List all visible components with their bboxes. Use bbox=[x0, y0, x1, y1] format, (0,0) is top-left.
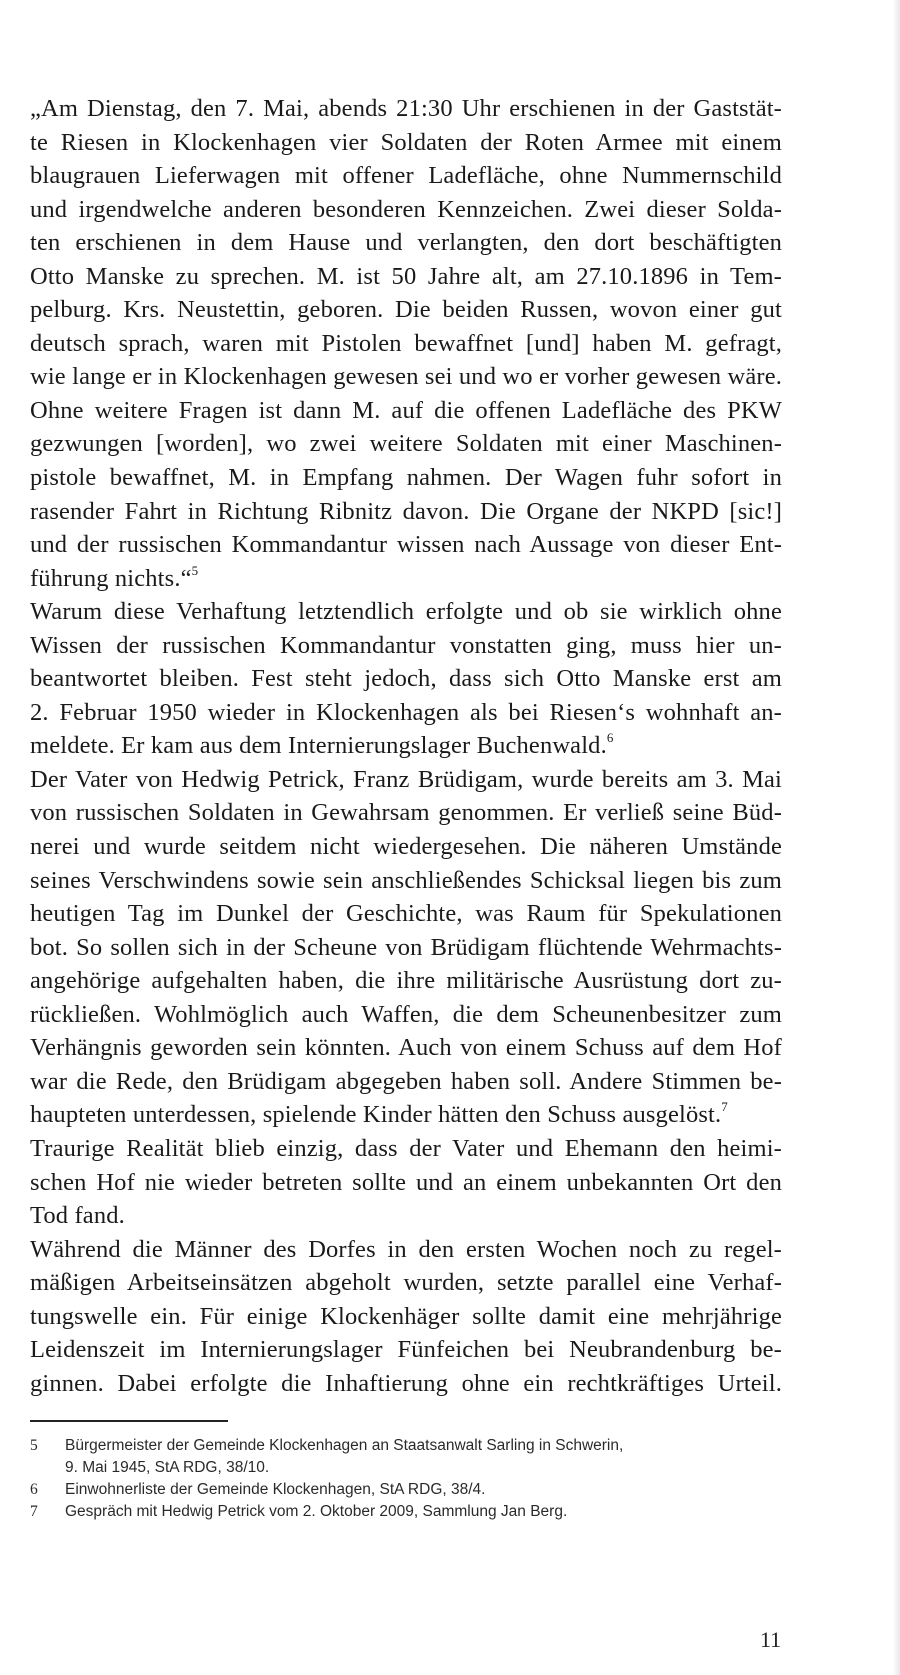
footnotes bbox=[30, 1435, 790, 1523]
text-line: deutsch sprach, waren mit Pistolen bewaffnet [und] haben M. gefragt, bbox=[30, 329, 782, 357]
body-text bbox=[30, 92, 782, 1400]
text-line: Ohne weitere Fragen ist dann M. auf die offenen Ladefläche des PKW bbox=[30, 396, 782, 424]
footnote-ref-5[interactable]: 5 bbox=[191, 562, 199, 578]
text-line: rasender Fahrt in Richtung Ribnitz davon. Die Organe der NKPD [sic!] bbox=[30, 497, 782, 525]
text-line: gezwungen [worden], wo zwei weitere Soldaten mit einer Maschinen- bbox=[30, 430, 782, 458]
text-line: wie lange er in Klockenhagen gewesen sei und wo er vorher gewesen wäre. bbox=[30, 363, 782, 391]
page-number: 11 bbox=[760, 1627, 782, 1652]
text-line: ten erschienen in dem Hause und verlangten, den dort beschäftigten bbox=[30, 229, 782, 257]
footnote-7 bbox=[30, 1501, 790, 1523]
text-line: Der Vater von Hedwig Petrick, Franz Brüdigam, wurde bereits am 3. Mai bbox=[30, 765, 782, 793]
text-line: rückließen. Wohlmöglich auch Waffen, die dem Scheunenbesitzer zum bbox=[30, 1000, 782, 1028]
footnote-number: 7 bbox=[30, 1503, 38, 1520]
footnote-ref-6[interactable]: 6 bbox=[606, 730, 614, 746]
text-line: bot. So sollen sich in der Scheune von Brüdigam flüchtende Wehrmachts- bbox=[30, 933, 782, 961]
text-line: von russischen Soldaten in Gewahrsam genommen. Er verließ seine Büd- bbox=[30, 799, 782, 827]
text-line: ginnen. Dabei erfolgte die Inhaftierung ohne ein rechtkräftiges Urteil. bbox=[30, 1369, 782, 1397]
text-line: blaugrauen Lieferwagen mit offener Ladefläche, ohne Nummernschild bbox=[30, 162, 782, 190]
footnote-ref-7[interactable]: 7 bbox=[721, 1099, 728, 1115]
text-line: heutigen Tag im Dunkel der Geschichte, was Raum für Spekulationen bbox=[30, 900, 782, 928]
footnote-5 bbox=[30, 1435, 790, 1479]
text-line: und irgendwelche anderen besonderen Kennzeichen. Zwei dieser Solda- bbox=[30, 195, 782, 223]
text-line: beantwortet bleiben. Fest steht jedoch, dass sich Otto Manske erst am bbox=[30, 665, 782, 693]
page-edge bbox=[894, 0, 900, 1675]
text-line: und der russischen Kommandantur wissen nach Aussage von dieser Ent- bbox=[30, 531, 782, 559]
text-line: pistole bewaffnet, M. in Empfang nahmen. Der Wagen fuhr sofort in bbox=[30, 464, 782, 492]
text-line: tungswelle ein. Für einige Klockenhäger sollte damit eine mehrjährige bbox=[30, 1302, 782, 1330]
footnote-text-line: 9. Mai 1945, StA RDG, 38/10. bbox=[65, 1459, 270, 1476]
text-line: Traurige Realität blieb einzig, dass der Vater und Ehemann den heimi- bbox=[30, 1134, 782, 1162]
footnote-text: Einwohnerliste der Gemeinde Klockenhagen, StA RDG, 38/4. bbox=[65, 1481, 486, 1498]
text-line: Wissen der russischen Kommandantur vonstatten ging, muss hier un- bbox=[30, 631, 782, 659]
text-line: Während die Männer des Dorfes in den ersten Wochen noch zu regel- bbox=[30, 1235, 782, 1263]
text-line: nerei und wurde seitdem nicht wiedergesehen. Die näheren Umstände bbox=[30, 833, 782, 861]
footnote-6 bbox=[30, 1479, 790, 1501]
text-segment: führung nichts.“ bbox=[30, 564, 192, 592]
text-line: „Am Dienstag, den 7. Mai, abends 21:30 Uhr erschienen in der Gaststät- bbox=[30, 95, 782, 122]
text-line: war die Rede, den Brüdigam abgegeben haben soll. Andere Stimmen be- bbox=[30, 1067, 782, 1095]
text-line: angehörige aufgehalten haben, die ihre militärische Ausrüstung dort zu- bbox=[30, 967, 782, 995]
footnote-number: 6 bbox=[30, 1481, 38, 1498]
text-line bbox=[30, 1098, 782, 1132]
text-line: 2. Februar 1950 wieder in Klockenhagen als bei Riesen‘s wohnhaft an- bbox=[30, 698, 782, 726]
footnote-text bbox=[65, 1435, 790, 1479]
footnote-text: Gespräch mit Hedwig Petrick vom 2. Oktober 2009, Sammlung Jan Berg. bbox=[65, 1503, 568, 1520]
text-line: Tod fand. bbox=[30, 1202, 125, 1230]
footnote-divider bbox=[30, 1420, 228, 1422]
footnote-number: 5 bbox=[30, 1437, 38, 1454]
text-line: mäßigen Arbeitseinsätzen abgeholt wurden, setzte parallel eine Verhaf- bbox=[30, 1269, 782, 1297]
text-line: schen Hof nie wieder betreten sollte und an einem unbekannten Ort den bbox=[30, 1168, 782, 1196]
text-line: Leidenszeit im Internierungslager Fünfeichen bei Neubrandenburg be- bbox=[30, 1336, 782, 1364]
text-line bbox=[30, 562, 782, 596]
text-line: Warum diese Verhaftung letztendlich erfolgte und ob sie wirklich ohne bbox=[30, 598, 782, 626]
text-segment: meldete. Er kam aus dem Internierungslager Buchenwald. bbox=[30, 732, 607, 760]
footnote-text-line: Bürgermeister der Gemeinde Klockenhagen an Staatsanwalt Sarling in Schwerin, bbox=[65, 1437, 624, 1454]
text-line: Otto Manske zu sprechen. M. ist 50 Jahre alt, am 27.10.1896 in Tem- bbox=[30, 262, 782, 290]
text-line bbox=[30, 729, 782, 763]
text-segment: haupteten unterdessen, spielende Kinder hätten den Schuss ausgelöst. bbox=[30, 1101, 722, 1129]
text-line: seines Verschwindens sowie sein anschließendes Schicksal liegen bis zum bbox=[30, 866, 782, 894]
text-line: Verhängnis geworden sein könnten. Auch von einem Schuss auf dem Hof bbox=[30, 1034, 782, 1062]
text-line: te Riesen in Klockenhagen vier Soldaten der Roten Armee mit einem bbox=[30, 128, 782, 156]
text-line: pelburg. Krs. Neustettin, geboren. Die beiden Russen, wovon einer gut bbox=[30, 296, 782, 324]
